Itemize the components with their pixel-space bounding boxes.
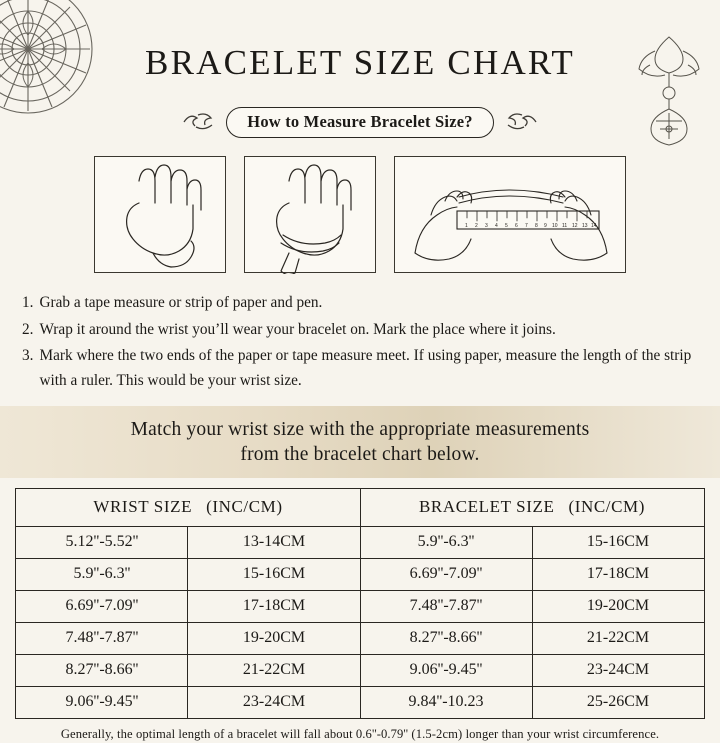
- svg-text:14: 14: [591, 222, 597, 229]
- banner-line-1: Match your wrist size with the appropriate measurements: [130, 418, 590, 440]
- bracelet-inch-cell: 8.27''-8.66'': [360, 622, 532, 654]
- bracelet-cm-cell: 15-16CM: [532, 526, 704, 558]
- bracelet-cm-cell: 23-24CM: [532, 654, 704, 686]
- bracelet-size-header-main: BRACELET SIZE: [418, 496, 555, 516]
- subtitle-pill: How to Measure Bracelet Size?: [226, 107, 493, 138]
- bracelet-cm-cell: 17-18CM: [532, 558, 704, 590]
- bracelet-inch-cell: 5.9''-6.3'': [360, 526, 532, 558]
- size-chart-table: [15, 488, 704, 719]
- table-header-row: [16, 488, 704, 526]
- step-item: [22, 344, 698, 394]
- svg-text:5: 5: [505, 222, 508, 229]
- match-size-banner: [0, 406, 720, 478]
- svg-text:9: 9: [544, 222, 547, 229]
- wrist-inch-cell: 5.9''-6.3'': [16, 558, 188, 590]
- step-number: 1.: [22, 293, 34, 311]
- bracelet-cm-cell: 19-20CM: [532, 590, 704, 622]
- wrist-inch-cell: 8.27''-8.66'': [16, 654, 188, 686]
- bracelet-inch-cell: 9.06''-9.45'': [360, 654, 532, 686]
- illustrations-row: [0, 156, 720, 273]
- svg-text:10: 10: [552, 222, 558, 229]
- wrist-size-header-main: WRIST SIZE: [93, 496, 193, 516]
- illustration-hand-with-paper-strip: [244, 156, 376, 273]
- svg-text:4: 4: [495, 222, 498, 229]
- flourish-left-icon: [182, 111, 216, 133]
- illustration-hand-with-tape-measure: [94, 156, 226, 273]
- step-number: 2.: [22, 320, 34, 338]
- wrist-inch-cell: 9.06''-9.45'': [16, 686, 188, 718]
- svg-text:11: 11: [562, 222, 568, 229]
- step-item: [22, 318, 698, 343]
- step-item: [22, 291, 698, 316]
- hand-with-paper-strip-icon: [245, 157, 377, 274]
- bracelet-cm-cell: 25-26CM: [532, 686, 704, 718]
- wrist-cm-cell: 21-22CM: [188, 654, 360, 686]
- measure-steps: [22, 291, 698, 394]
- table-row: [16, 686, 704, 718]
- table-row: [16, 526, 704, 558]
- wrist-cm-cell: 23-24CM: [188, 686, 360, 718]
- wrist-size-header-unit: (INC/CM): [206, 496, 283, 516]
- table-row: [16, 654, 704, 686]
- step-text: Wrap it around the wrist you’ll wear your bracelet on. Mark the place where it joins.: [39, 320, 556, 338]
- wrist-inch-cell: 7.48''-7.87'': [16, 622, 188, 654]
- wrist-inch-cell: 6.69''-7.09'': [16, 590, 188, 622]
- svg-text:1: 1: [465, 222, 468, 229]
- step-number: 3.: [22, 347, 34, 365]
- step-text: Grab a tape measure or strip of paper and pen.: [39, 293, 323, 311]
- wrist-cm-cell: 17-18CM: [188, 590, 360, 622]
- svg-text:12: 12: [572, 222, 578, 229]
- flourish-right-icon: [504, 111, 538, 133]
- wrist-inch-cell: 5.12''-5.52'': [16, 526, 188, 558]
- bracelet-size-header-unit: (INC/CM): [568, 496, 646, 516]
- wrist-cm-cell: 13-14CM: [188, 526, 360, 558]
- bracelet-inch-cell: 7.48''-7.87'': [360, 590, 532, 622]
- bracelet-size-header: [360, 488, 704, 526]
- subtitle-row: [0, 107, 720, 138]
- svg-text:8: 8: [535, 222, 538, 229]
- wrist-size-header: [16, 488, 360, 526]
- hand-with-tape-measure-icon: [95, 157, 227, 274]
- svg-text:2: 2: [475, 222, 478, 229]
- wrist-cm-cell: 19-20CM: [188, 622, 360, 654]
- svg-text:7: 7: [525, 222, 528, 229]
- table-row: [16, 622, 704, 654]
- wrist-cm-cell: 15-16CM: [188, 558, 360, 590]
- bracelet-size-chart-page: [0, 23, 720, 743]
- bracelet-inch-cell: 9.84''-10.23: [360, 686, 532, 718]
- svg-text:13: 13: [582, 222, 588, 229]
- bracelet-cm-cell: 21-22CM: [532, 622, 704, 654]
- footnote: Generally, the optimal length of a bracelet will fall about 0.6''-0.79'' (1.5-2cm) longer than your wrist circumference.: [60, 726, 660, 741]
- hand-measuring-strip-with-ruler-icon: [395, 157, 627, 274]
- illustration-ruler-measure: [394, 156, 626, 273]
- step-text: Mark where the two ends of the paper or tape measure meet. If using paper, measure the length of the strip with a ruler. This would be your wrist size.: [39, 347, 692, 390]
- bracelet-inch-cell: 6.69''-7.09'': [360, 558, 532, 590]
- table-row: [16, 590, 704, 622]
- banner-line-2: from the bracelet chart below.: [240, 443, 480, 465]
- svg-text:3: 3: [485, 222, 488, 229]
- page-title: BRACELET SIZE CHART: [145, 43, 575, 83]
- svg-text:6: 6: [515, 222, 518, 229]
- table-row: [16, 558, 704, 590]
